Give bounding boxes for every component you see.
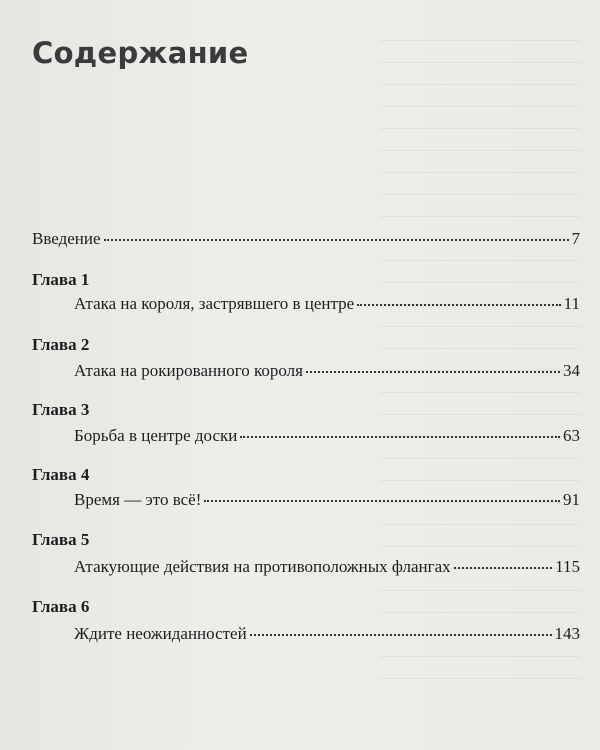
toc-page-number: 11 <box>563 294 580 313</box>
toc-page-number: 91 <box>563 490 580 509</box>
dot-leader <box>240 436 560 438</box>
toc-entry-title: Время — это всё! <box>74 490 202 509</box>
dot-leader <box>454 567 552 569</box>
toc-page-number: 115 <box>555 557 580 576</box>
toc-entry-title: Атака на короля, застрявшего в центре <box>74 294 355 313</box>
page-title: Содержание <box>32 36 249 70</box>
toc-page-number: 7 <box>571 229 580 248</box>
toc-page-number: 143 <box>554 624 580 643</box>
dot-leader <box>104 239 569 241</box>
chapter-label: Глава 5 <box>32 530 90 549</box>
toc-entry-title: Ждите неожиданностей <box>74 624 247 643</box>
toc-entry-chapter-6 <box>74 624 580 644</box>
toc-entry-chapter-1 <box>74 294 580 314</box>
toc-entry-chapter-4 <box>74 490 580 510</box>
toc-page-number: 34 <box>563 361 580 380</box>
chapter-label: Глава 3 <box>32 400 90 419</box>
chapter-label: Глава 4 <box>32 465 90 484</box>
toc-entry-intro <box>32 229 580 249</box>
toc-entry-chapter-5 <box>74 557 580 577</box>
toc-entry-title: Атака на рокированного короля <box>74 361 303 380</box>
toc-entry-chapter-3 <box>74 426 580 446</box>
toc-entry-title: Атакующие действия на противоположных флангах <box>74 557 451 576</box>
chapter-label: Глава 6 <box>32 597 90 616</box>
dot-leader <box>357 304 560 306</box>
chapter-label: Глава 2 <box>32 335 90 354</box>
toc-entry-chapter-2 <box>74 361 580 381</box>
dot-leader <box>306 371 560 373</box>
dot-leader <box>204 500 560 502</box>
toc-page-number: 63 <box>563 426 580 445</box>
chapter-label: Глава 1 <box>32 270 90 289</box>
toc-entry-title: Введение <box>32 229 101 248</box>
dot-leader <box>250 634 552 636</box>
toc-entry-title: Борьба в центре доски <box>74 426 238 445</box>
